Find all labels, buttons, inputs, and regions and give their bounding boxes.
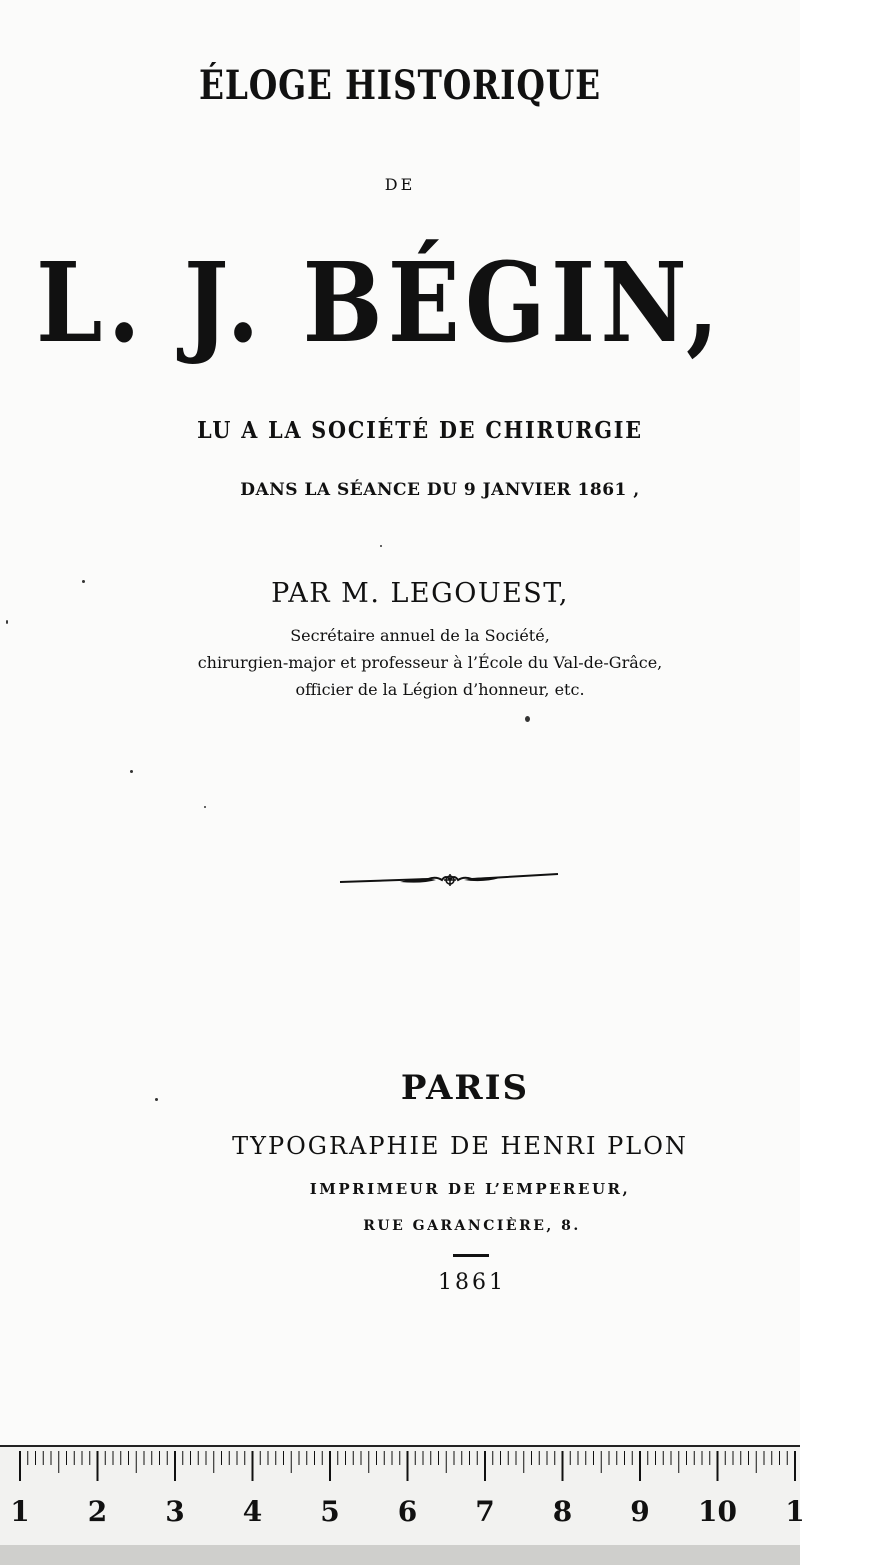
ornament-divider: [340, 868, 560, 892]
imprint-city: PARIS: [400, 1068, 530, 1108]
ruler-label: 1: [10, 1495, 30, 1528]
imprint-printer-title: IMPRIMEUR DE L’EMPEREUR,: [309, 1180, 631, 1198]
read-at-line: LU A LA SOCIÉTÉ DE CHIRURGIE: [197, 417, 643, 444]
ruler-label: 1: [785, 1495, 805, 1528]
title-connector: DE: [384, 175, 416, 194]
ruler-label: 4: [242, 1495, 263, 1528]
ruler-label: 5: [320, 1495, 340, 1528]
author-line: PAR M. LEGOUEST,: [271, 578, 569, 609]
author-role-2: chirurgien-major et professeur à l’École du Val-de-Grâce,: [197, 653, 663, 672]
author-role-3: officier de la Légion d’honneur, etc.: [295, 680, 585, 699]
ruler-label: 10: [698, 1495, 737, 1528]
session-line: DANS LA SÉANCE DU 9 JANVIER 1861 ,: [240, 480, 640, 500]
imprint-address: RUE GARANCIÈRE, 8.: [363, 1218, 581, 1234]
ruler-label: 7: [475, 1495, 495, 1528]
ruler-label: 6: [397, 1495, 418, 1528]
ruler-bottom-edge: [0, 1545, 800, 1565]
book-title: ÉLOGE HISTORIQUE: [199, 62, 601, 109]
ruler-label: 3: [165, 1495, 185, 1528]
ruler-label: 8: [552, 1495, 573, 1528]
imprint-printer: TYPOGRAPHIE DE HENRI PLON: [232, 1132, 688, 1160]
ruler-label: 2: [87, 1495, 108, 1528]
measuring-ruler: [0, 1445, 805, 1565]
author-role-1: Secrétaire annuel de la Société,: [290, 626, 550, 645]
subject-name: L. J. BÉGIN,: [36, 238, 725, 367]
ruler-label: 9: [630, 1495, 650, 1528]
imprint-rule: [453, 1254, 489, 1257]
imprint-year: 1861: [438, 1270, 506, 1295]
